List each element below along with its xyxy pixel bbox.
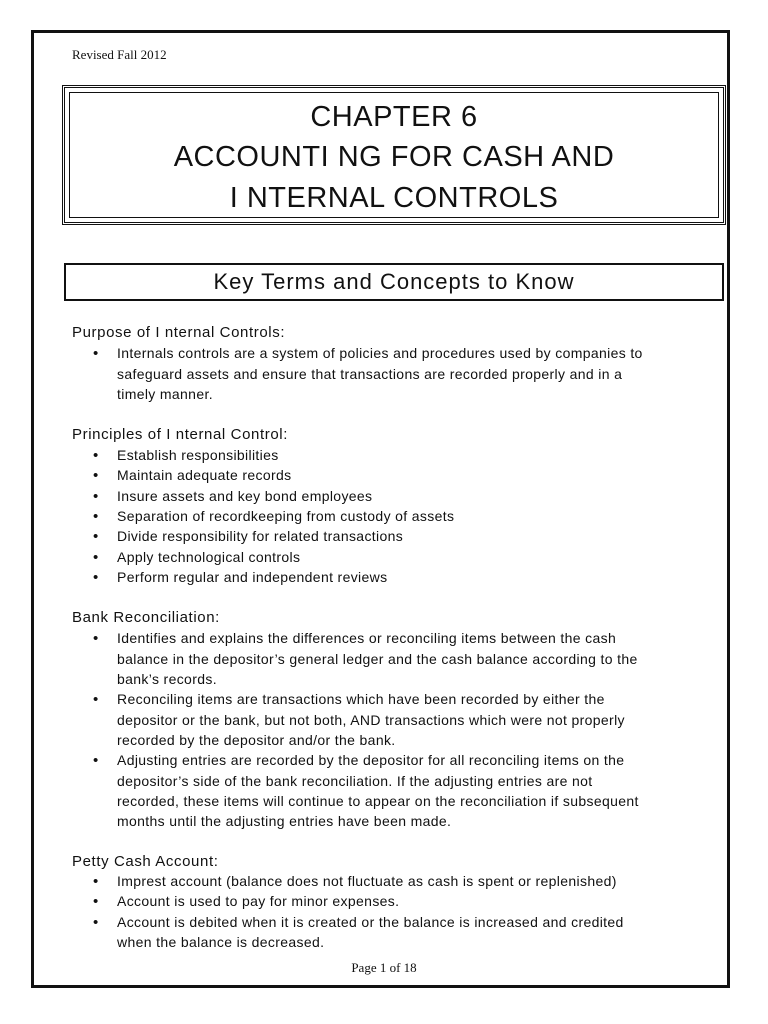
petty-cash-text-line: Account is used to pay for minor expenses.	[117, 893, 400, 909]
chapter-title-inner	[69, 92, 719, 218]
bullet-icon: •	[93, 528, 99, 545]
bank-text-line: Reconciling items are transactions which have been recorded by either the	[117, 691, 605, 707]
bank-text-line: balance in the depositor’s general ledger and the cash balance according to the	[117, 651, 638, 667]
principle-item: Establish responsibilities	[117, 447, 279, 463]
bank-text-line: Adjusting entries are recorded by the depositor for all reconciling items on the	[117, 752, 625, 768]
bullet-icon: •	[93, 467, 99, 484]
chapter-title-line-2: I NTERNAL CONTROLS	[229, 182, 559, 214]
section-heading-purpose: Purpose of I nternal Controls:	[72, 324, 286, 341]
principle-item: Perform regular and independent reviews	[117, 569, 388, 585]
purpose-text-line: Internals controls are a system of policies and procedures used by companies to	[117, 345, 643, 361]
bank-text-line: Identifies and explains the differences or reconciling items between the cash	[117, 630, 617, 646]
bullet-icon: •	[93, 630, 99, 647]
bullet-icon: •	[93, 549, 99, 566]
bank-text-line: depositor or the bank, but not both, AND transactions which were not properly	[117, 712, 625, 728]
revised-date: Revised Fall 2012	[72, 47, 167, 62]
bullet-icon: •	[93, 508, 99, 525]
bullet-icon: •	[93, 447, 99, 464]
page-number: Page 1 of 18	[351, 960, 417, 975]
principle-item: Insure assets and key bond employees	[117, 488, 373, 504]
chapter-title-line-1: ACCOUNTI NG FOR CASH AND	[173, 141, 615, 173]
section-heading-bank: Bank Reconciliation:	[72, 609, 220, 626]
bank-text-line: months until the adjusting entries have been made.	[117, 813, 452, 829]
principle-item: Apply technological controls	[117, 549, 301, 565]
bank-text-line: depositor’s side of the bank reconciliation. If the adjusting entries are not	[117, 773, 593, 789]
petty-cash-text-line: Account is debited when it is created or the balance is increased and credited	[117, 914, 624, 930]
bullet-icon: •	[93, 569, 99, 586]
principle-item: Maintain adequate records	[117, 467, 292, 483]
bullet-icon: •	[93, 691, 99, 708]
petty-cash-text-line: Imprest account (balance does not fluctuate as cash is spent or replenished)	[117, 873, 617, 889]
bullet-icon: •	[93, 914, 99, 931]
chapter-title-box	[62, 85, 726, 225]
bank-text-line: recorded by the depositor and/or the bank.	[117, 732, 396, 748]
bullet-icon: •	[93, 873, 99, 890]
section-heading-petty-cash: Petty Cash Account:	[72, 853, 219, 870]
bullet-icon: •	[93, 893, 99, 910]
petty-cash-text-line: when the balance is decreased.	[117, 934, 325, 950]
purpose-text-line: timely manner.	[117, 386, 213, 402]
key-terms-heading: Key Terms and Concepts to Know	[64, 263, 724, 301]
bullet-icon: •	[93, 752, 99, 769]
principle-item: Divide responsibility for related transactions	[117, 528, 404, 544]
principle-item: Separation of recordkeeping from custody of assets	[117, 508, 455, 524]
section-heading-principles: Principles of I nternal Control:	[72, 426, 288, 443]
bullet-icon: •	[93, 345, 99, 362]
chapter-number: CHAPTER 6	[310, 101, 478, 133]
bank-text-line: recorded, these items will continue to appear on the reconciliation if subsequent	[117, 793, 639, 809]
bullet-icon: •	[93, 488, 99, 505]
purpose-text-line: safeguard assets and ensure that transactions are recorded properly and in a	[117, 366, 623, 382]
bank-text-line: bank’s records.	[117, 671, 217, 687]
